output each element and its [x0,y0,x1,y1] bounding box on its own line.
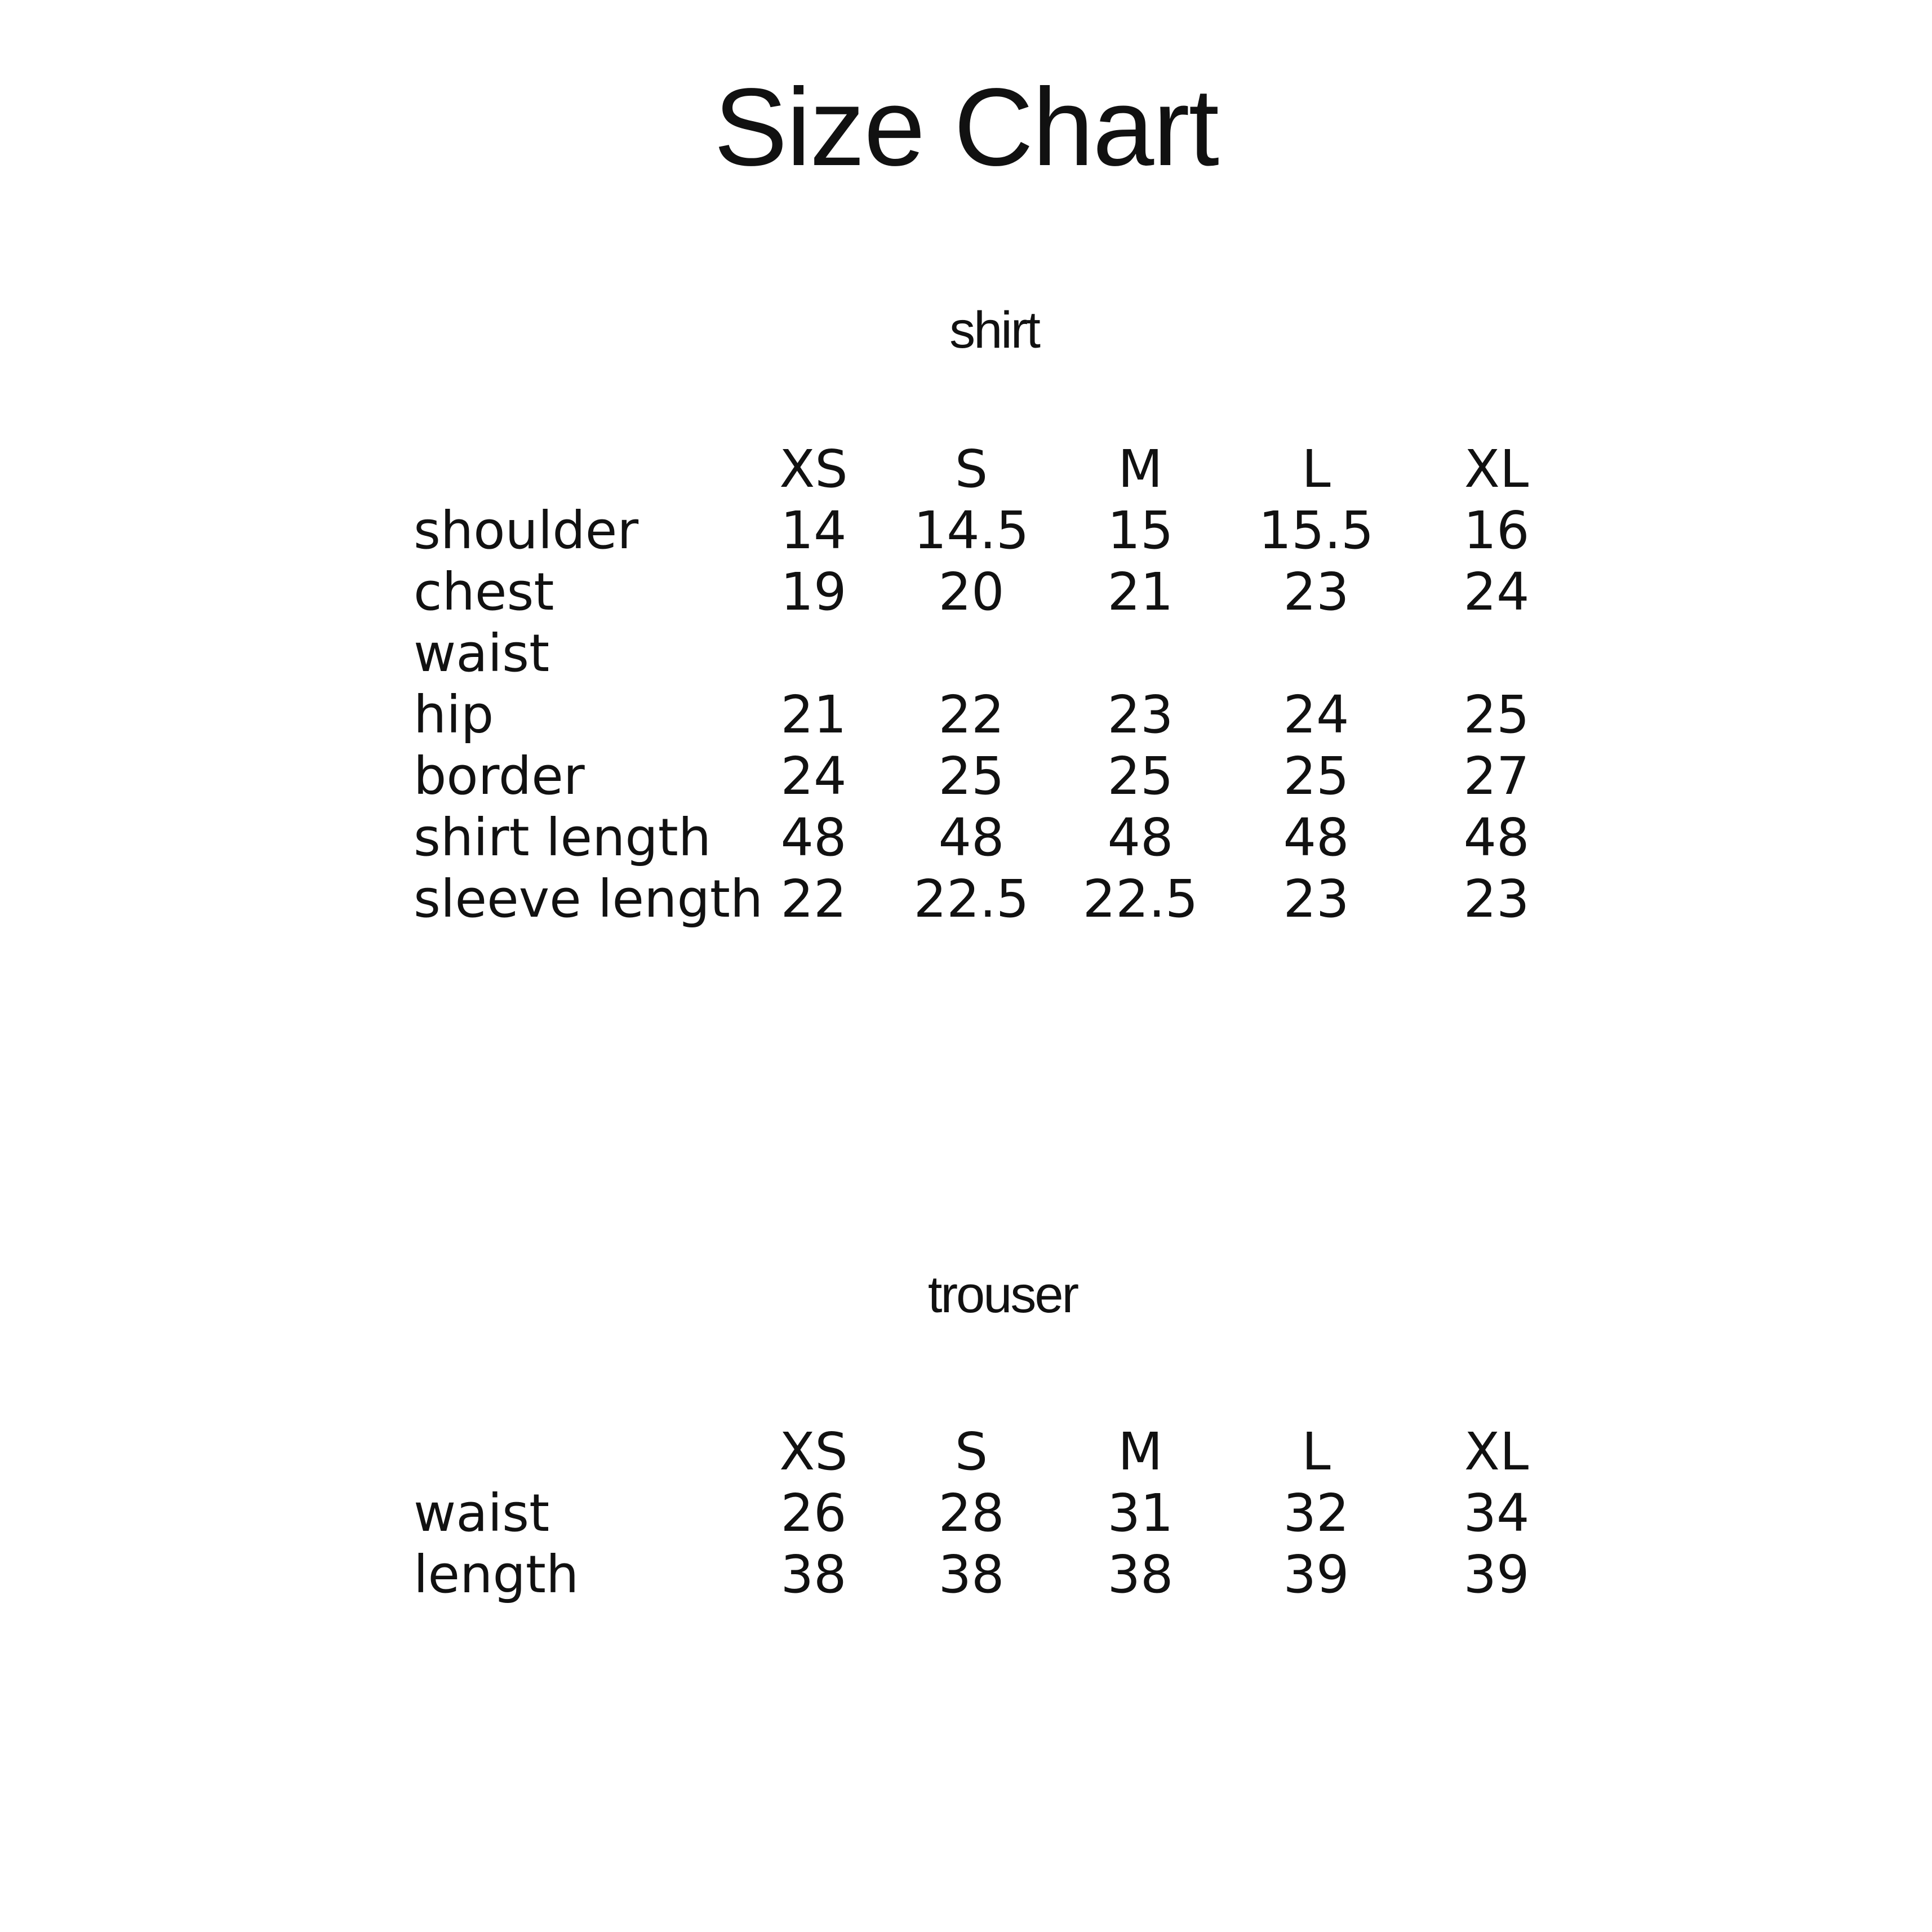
measurement-cell: 31 [1107,1483,1174,1543]
measurement-cell: 26 [780,1483,847,1543]
shirt-row-chest [414,561,1581,623]
measurement-cell: 27 [1463,746,1530,806]
measurement-cell: 21 [780,685,847,745]
measurement-cell: 14 [780,500,847,561]
measurement-cell: 19 [780,562,847,622]
measurement-cell: 24 [1463,562,1530,622]
measurement-cell: 48 [1283,807,1349,868]
measurement-cell: 23 [1107,685,1174,745]
measurement-cell: 24 [780,746,847,806]
measurement-cell: 25 [1107,746,1174,806]
trouser-size-header: XL [1464,1422,1529,1482]
measurement-cell: 21 [1107,562,1174,622]
shirt-size-header: S [954,439,988,499]
measurement-cell [1056,623,1225,684]
shirt-header-row [414,438,1581,500]
trouser-size-header: M [1118,1422,1163,1482]
row-label: length [414,1544,579,1605]
trouser-size-table [414,1421,1581,1605]
measurement-cell [887,623,1056,684]
shirt-size-header: M [1118,439,1163,499]
measurement-cell: 23 [1283,869,1349,929]
shirt-size-header: XS [779,439,848,499]
row-label: border [414,746,585,806]
measurement-cell: 24 [1283,685,1349,745]
measurement-cell: 39 [1283,1544,1349,1605]
page-title: Size Chart [713,65,1219,189]
measurement-cell: 23 [1463,869,1530,929]
shirt-size-table [414,438,1581,930]
shirt-size-header: XL [1464,439,1529,499]
trouser-header-spacer [414,1421,729,1482]
measurement-cell: 48 [938,807,1005,868]
trouser-section-title: trouser [927,1266,1078,1323]
measurement-cell [1232,623,1401,684]
shirt-row-waist [414,623,1581,684]
shirt-row-sleeve-length [414,868,1581,930]
shirt-row-hip [414,684,1581,745]
row-label: waist [414,1483,550,1543]
row-label: waist [414,623,550,683]
measurement-cell: 22.5 [913,869,1029,929]
measurement-cell: 15.5 [1258,500,1374,561]
measurement-cell: 23 [1283,562,1349,622]
measurement-cell [1412,623,1581,684]
shirt-row-shirt-length [414,807,1581,868]
measurement-cell: 22.5 [1082,869,1198,929]
trouser-size-header: XS [779,1422,848,1482]
measurement-cell: 38 [780,1544,847,1605]
row-label: chest [414,562,554,622]
measurement-cell: 16 [1463,500,1530,561]
measurement-cell: 20 [938,562,1005,622]
shirt-row-shoulder [414,500,1581,561]
trouser-row-waist [414,1482,1581,1544]
row-label: shoulder [414,500,639,561]
measurement-cell: 38 [938,1544,1005,1605]
row-label: shirt length [414,807,712,868]
trouser-size-header: L [1302,1422,1331,1482]
shirt-row-border [414,745,1581,807]
measurement-cell: 32 [1283,1483,1349,1543]
measurement-cell: 48 [1107,807,1174,868]
measurement-cell: 15 [1107,500,1174,561]
measurement-cell: 22 [780,869,847,929]
measurement-cell: 22 [938,685,1005,745]
shirt-size-header: L [1302,439,1331,499]
measurement-cell: 25 [1463,685,1530,745]
measurement-cell: 25 [1283,746,1349,806]
row-label: sleeve length [414,869,763,929]
trouser-size-header: S [954,1422,988,1482]
trouser-header-row [414,1421,1581,1482]
measurement-cell: 48 [780,807,847,868]
shirt-section-title: shirt [949,301,1039,359]
measurement-cell: 28 [938,1483,1005,1543]
trouser-row-length [414,1544,1581,1605]
row-label: hip [414,685,494,745]
measurement-cell: 14.5 [913,500,1029,561]
measurement-cell: 34 [1463,1483,1530,1543]
measurement-cell: 48 [1463,807,1530,868]
measurement-cell: 38 [1107,1544,1174,1605]
measurement-cell [729,623,898,684]
measurement-cell: 25 [938,746,1005,806]
measurement-cell: 39 [1463,1544,1530,1605]
shirt-header-spacer [414,438,729,500]
